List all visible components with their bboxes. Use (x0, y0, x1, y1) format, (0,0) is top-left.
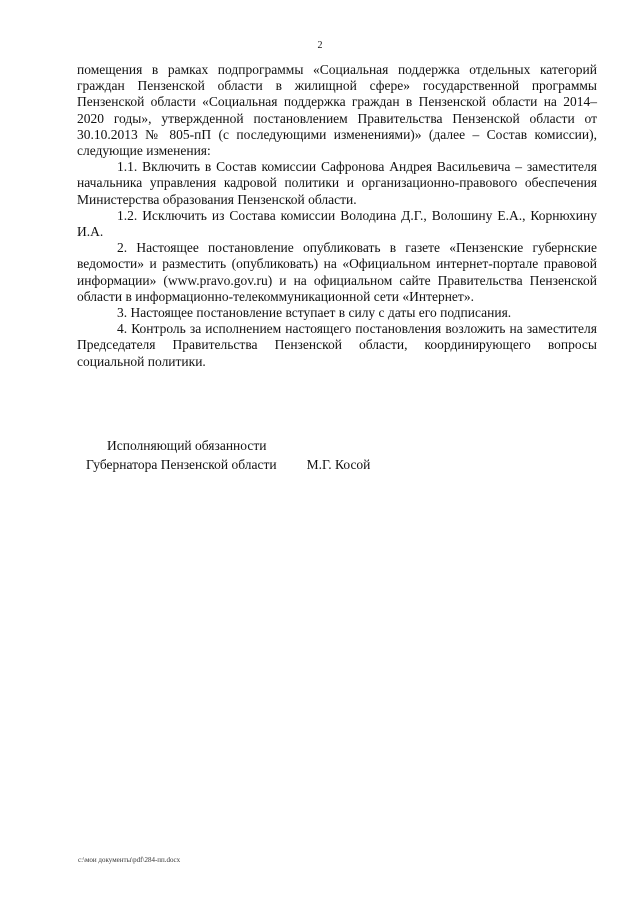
signatory-position-line1: Исполняющий обязанности (107, 438, 267, 453)
page-number: 2 (317, 40, 323, 51)
signature-block (86, 436, 446, 474)
paragraph-item-2: 2. Настоящее постановление опубликовать в газете «Пензенские губернские ведомости» и разместить (опубликовать) на «Официальном интернет-портале правовой информации» (www.pravo.gov.ru) и на официальном сайте Правительства Пензенской области в информационно-телекоммуникационной сети «Интернет». (77, 240, 597, 304)
signatory-name: М.Г. Косой (306, 457, 371, 472)
paragraph-item-3: 3. Настоящее постановление вступает в силу с даты его подписания. (117, 305, 512, 321)
signatory-position-line2 (86, 455, 446, 474)
paragraph-item-1-1: 1.1. Включить в Состав комиссии Сафронова Андрея Васильевича – заместителя начальника управления кадровой политики и организационно-правового обеспечения Министерства образования Пензенской области. (77, 159, 597, 207)
signatory-position-title: Губернатора Пензенской области (86, 457, 277, 472)
footer-file-path: c:\мои документы\pdf\284-пп.docx (78, 856, 181, 864)
paragraph-item-4: 4. Контроль за исполнением настоящего постановления возложить на заместителя Председателя Правительства Пензенской области, координирующего вопросы социальной политики. (77, 321, 597, 369)
paragraph-continuation: помещения в рамках подпрограммы «Социальная поддержка отдельных категорий граждан Пензенской области в жилищной сфере» государственной программы Пензенской области «Социальная поддержка граждан в Пензенской области на 2014–2020 годы», утвержденной постановлением Правительства Пензенской области от 30.10.2013 № 805-пП (с последующими изменениями)» (далее – Состав комиссии), следующие изменения: (77, 62, 597, 159)
document-body (77, 62, 597, 370)
paragraph-item-1-2: 1.2. Исключить из Состава комиссии Володина Д.Г., Волошину Е.А., Корнюхину И.А. (77, 207, 597, 240)
